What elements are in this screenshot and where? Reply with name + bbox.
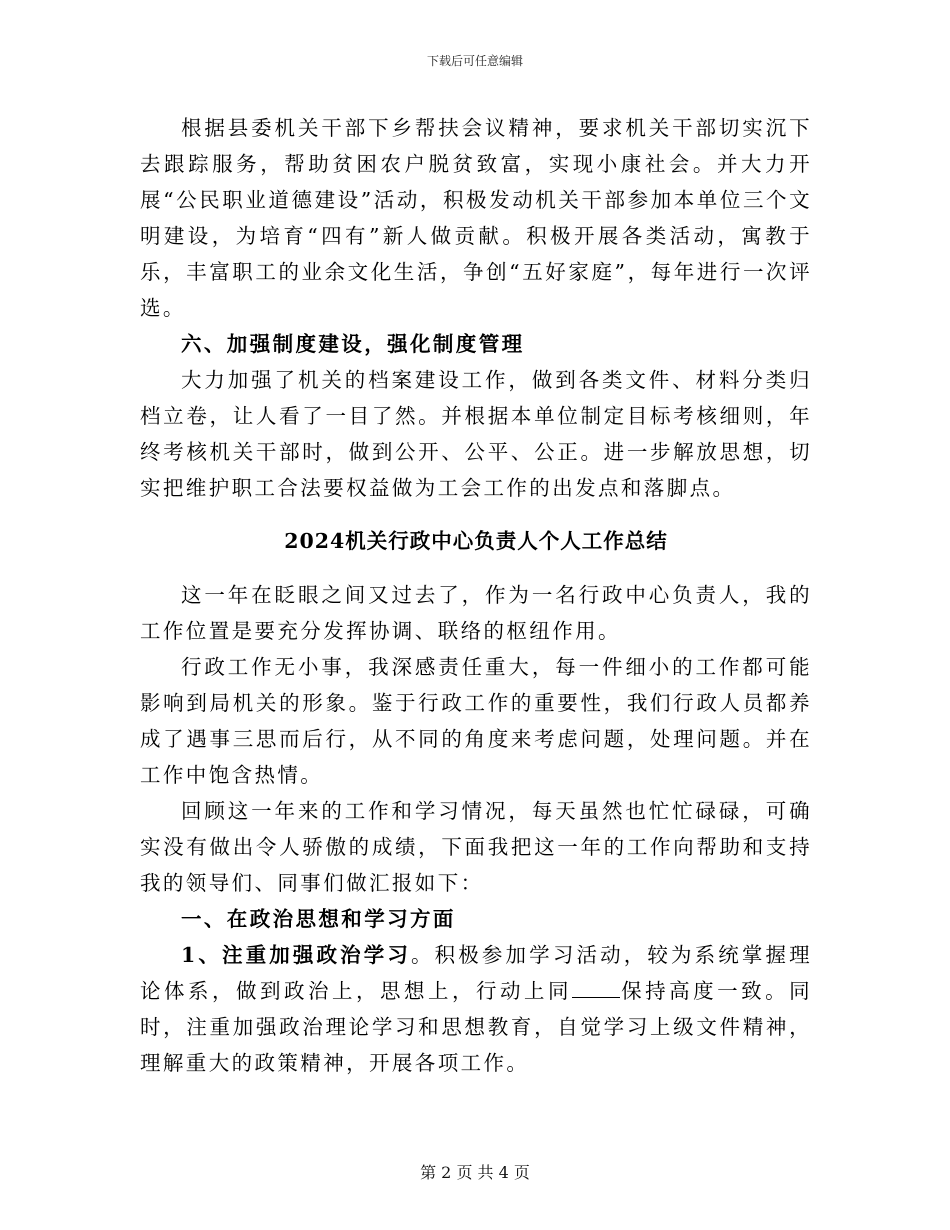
paragraph-intro: 这一年在眨眼之间又过去了，作为一名行政中心负责人，我的工作位置是要充分发挥协调、联络的枢纽作用。 xyxy=(140,583,812,643)
document-title: 2024机关行政中心负责人个人工作总结 xyxy=(284,529,668,553)
paragraph-review: 回顾这一年来的工作和学习情况，每天虽然也忙忙碌碌，可确实没有做出令人骄傲的成绩，下面我把这一年的工作向帮助和支持我的领导们、同事们做汇报如下： xyxy=(140,799,812,895)
section-heading-one: 一、在政治思想和学习方面 xyxy=(181,907,456,931)
paragraph-community-activities: 根据县委机关干部下乡帮扶会议精神，要求机关干部切实沉下去跟踪服务，帮助贫困农户脱贫致富，实现小康社会。并大力开展“公民职业道德建设”活动，积极发动机关干部参加本单位三个文明建设，为培育“四有”新人做贡献。积极开展各类活动，寓教于乐，丰富职工的业余文化生活，争创“五好家庭”，每年进行一次评选。 xyxy=(140,116,812,320)
paragraph-archive-management: 大力加强了机关的档案建设工作，做到各类文件、材料分类归档立卷，让人看了一目了然。并根据本单位制定目标考核细则，年终考核机关干部时，做到公开、公平、公正。进一步解放思想，切实把维护职工合法要权益做为工会工作的出发点和落脚点。 xyxy=(140,368,812,500)
document-body xyxy=(140,110,812,1081)
section-heading-six: 六、加强制度建设，强化制度管理 xyxy=(181,332,525,356)
blank-underline xyxy=(572,977,620,998)
paragraph-responsibility: 行政工作无小事，我深感责任重大，每一件细小的工作都可能影响到局机关的形象。鉴于行政工作的重要性，我们行政人员都养成了遇事三思而后行，从不同的角度来考虑问题，处理问题。并在工作中饱含热情。 xyxy=(140,655,812,787)
paragraph-text-part-a: 。积极参加学习活动，较为系统掌握理论体系，做到政治上，思想上，行动上同 xyxy=(140,943,812,1003)
page-footer: 第 2 页 共 4 页 xyxy=(420,1163,530,1182)
page-header: 下载后可任意编辑 xyxy=(426,54,523,68)
subheading-political-study: 1、注重加强政治学习 xyxy=(181,943,412,967)
paragraph-text-part-b: 保持高度一致。同时，注重加强政治理论学习和思想教育，自觉学习上级文件精神，理解重大的政策精神，开展各项工作。 xyxy=(140,979,812,1075)
paragraph-political-study xyxy=(140,937,812,1081)
